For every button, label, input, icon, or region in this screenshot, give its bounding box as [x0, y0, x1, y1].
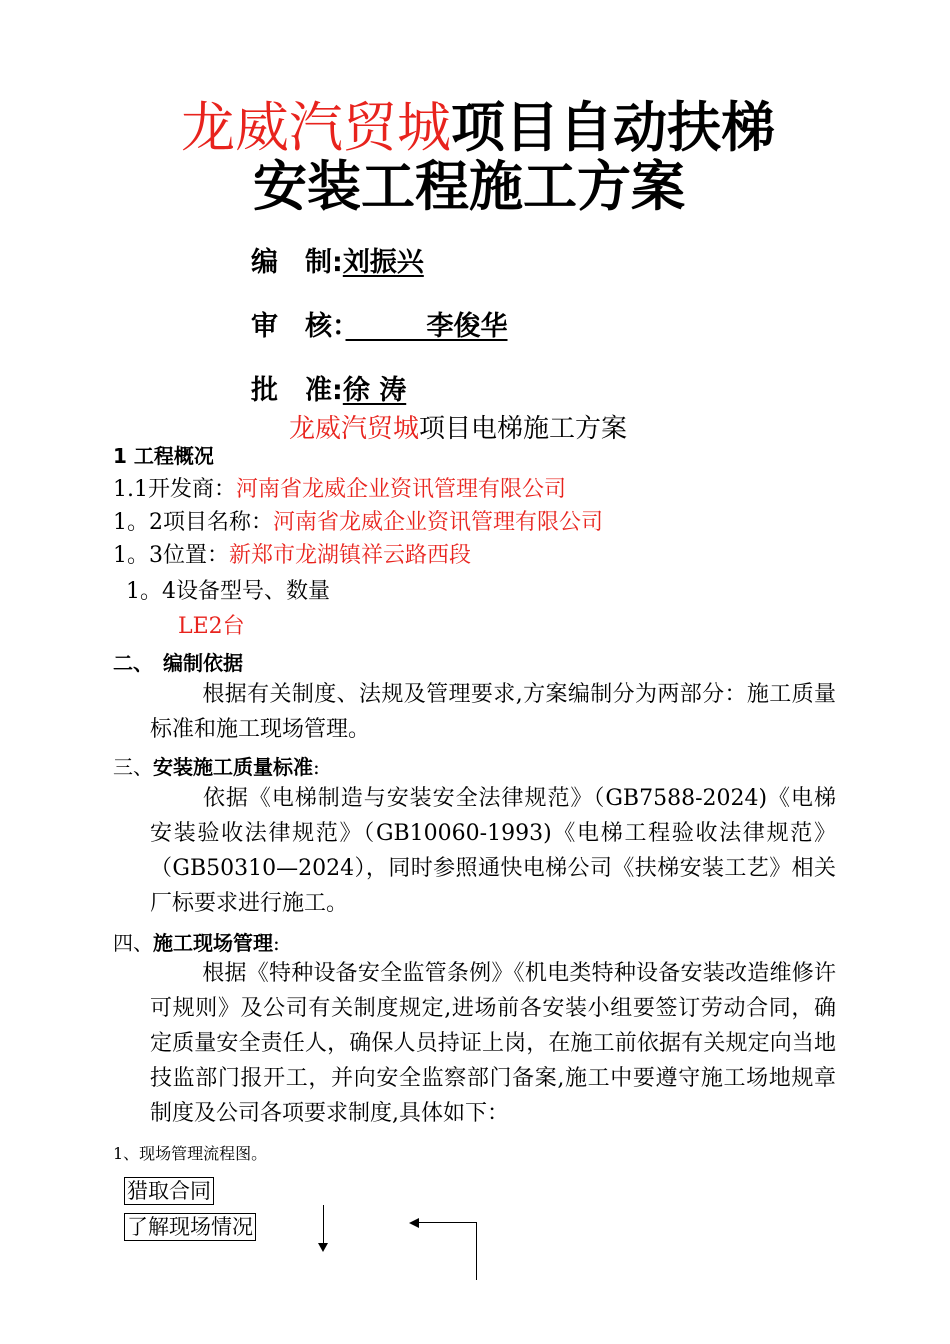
section1-heading: 1 工程概况 — [113, 444, 214, 468]
flow-arrow-left-icon — [409, 1218, 419, 1228]
section2-text: 根据有关制度、法规及管理要求,方案编制分为两部分：施工质量标准和施工现场管理。 — [150, 682, 836, 742]
developer-value: 河南省龙威企业资讯管理有限公司 — [236, 477, 567, 502]
section2-heading: 二、 编制依据 — [113, 651, 243, 675]
location-label: 1。3位置： — [113, 543, 229, 568]
section3-heading — [113, 751, 320, 780]
flow-arrow-return-horizontal — [418, 1222, 477, 1223]
section3-colon: : — [313, 755, 320, 779]
location-row — [113, 538, 471, 569]
flow-arrow-down-icon — [318, 1243, 328, 1252]
plan-subtitle — [289, 408, 627, 445]
developer-label: 1.1开发商： — [113, 477, 236, 502]
document-title-line2: 安装工程施工方案 — [253, 155, 685, 218]
section4-paragraph — [150, 956, 836, 1131]
flow-box-obtain-contract: 猎取合同 — [124, 1177, 214, 1205]
location-value: 新郑市龙湖镇祥云路西段 — [229, 543, 472, 568]
title-company-name: 龙威汽贸城 — [181, 96, 451, 159]
review-label: 审 核： — [251, 311, 346, 342]
approve-label: 批 准: — [251, 375, 343, 406]
compile-row — [251, 240, 424, 279]
flowchart-caption: 1、现场管理流程图。 — [113, 1144, 268, 1163]
document-title-line1 — [181, 98, 775, 158]
section4-number: 四、 — [113, 931, 153, 955]
model-row: 1。4设备型号、数量 — [126, 579, 330, 604]
section2-paragraph — [150, 677, 836, 747]
section4-colon: : — [273, 931, 280, 955]
compile-label: 编 制: — [251, 247, 343, 278]
review-row — [251, 304, 508, 343]
section3-number: 三、 — [113, 755, 153, 779]
developer-row — [113, 472, 566, 503]
flow-arrow-down-shaft — [323, 1205, 324, 1247]
subtitle-company-name: 龙威汽贸城 — [289, 414, 420, 444]
section4-title: 施工现场管理 — [153, 931, 273, 955]
subtitle-text: 项目电梯施工方案 — [419, 414, 628, 444]
project-name-label: 1。2项目名称： — [113, 510, 273, 535]
section3-title: 安装施工质量标准 — [153, 755, 313, 779]
section3-text: 依据《电梯制造与安装安全法律规范》（GB7588-2024)《电梯安装验收法律规范》（GB10060-1993)《电梯工程验收法律规范》（GB50310—2024），同时参照通快电梯公司《扶梯安装工艺》相关厂标要求进行施工。 — [150, 786, 836, 916]
approve-name: 徐 涛 — [342, 375, 407, 406]
model-value: LE2台 — [178, 614, 245, 639]
flow-arrow-return-vertical — [476, 1222, 477, 1280]
review-name: 李俊华 — [345, 311, 508, 342]
flow-box-site-survey: 了解现场情况 — [124, 1213, 256, 1241]
section4-text: 根据《特种设备安全监管条例》《机电类特种设备安装改造维修许可规则》及公司有关制度规定,进场前各安装小组要签订劳动合同，确定质量安全责任人，确保人员持证上岗，在施工前依据有关规定向当地技监部门报开工，并向安全监察部门备案,施工中要遵守施工场地规章制度及公司各项要求制度,具体如下： — [150, 961, 836, 1126]
section4-heading — [113, 927, 280, 956]
title-project-part: 项目自动扶梯 — [451, 96, 775, 159]
project-name-value: 河南省龙威企业资讯管理有限公司 — [273, 510, 604, 535]
project-name-row — [113, 505, 603, 536]
section3-paragraph — [150, 781, 836, 921]
compile-name: 刘振兴 — [342, 247, 424, 278]
approve-row — [251, 368, 406, 407]
